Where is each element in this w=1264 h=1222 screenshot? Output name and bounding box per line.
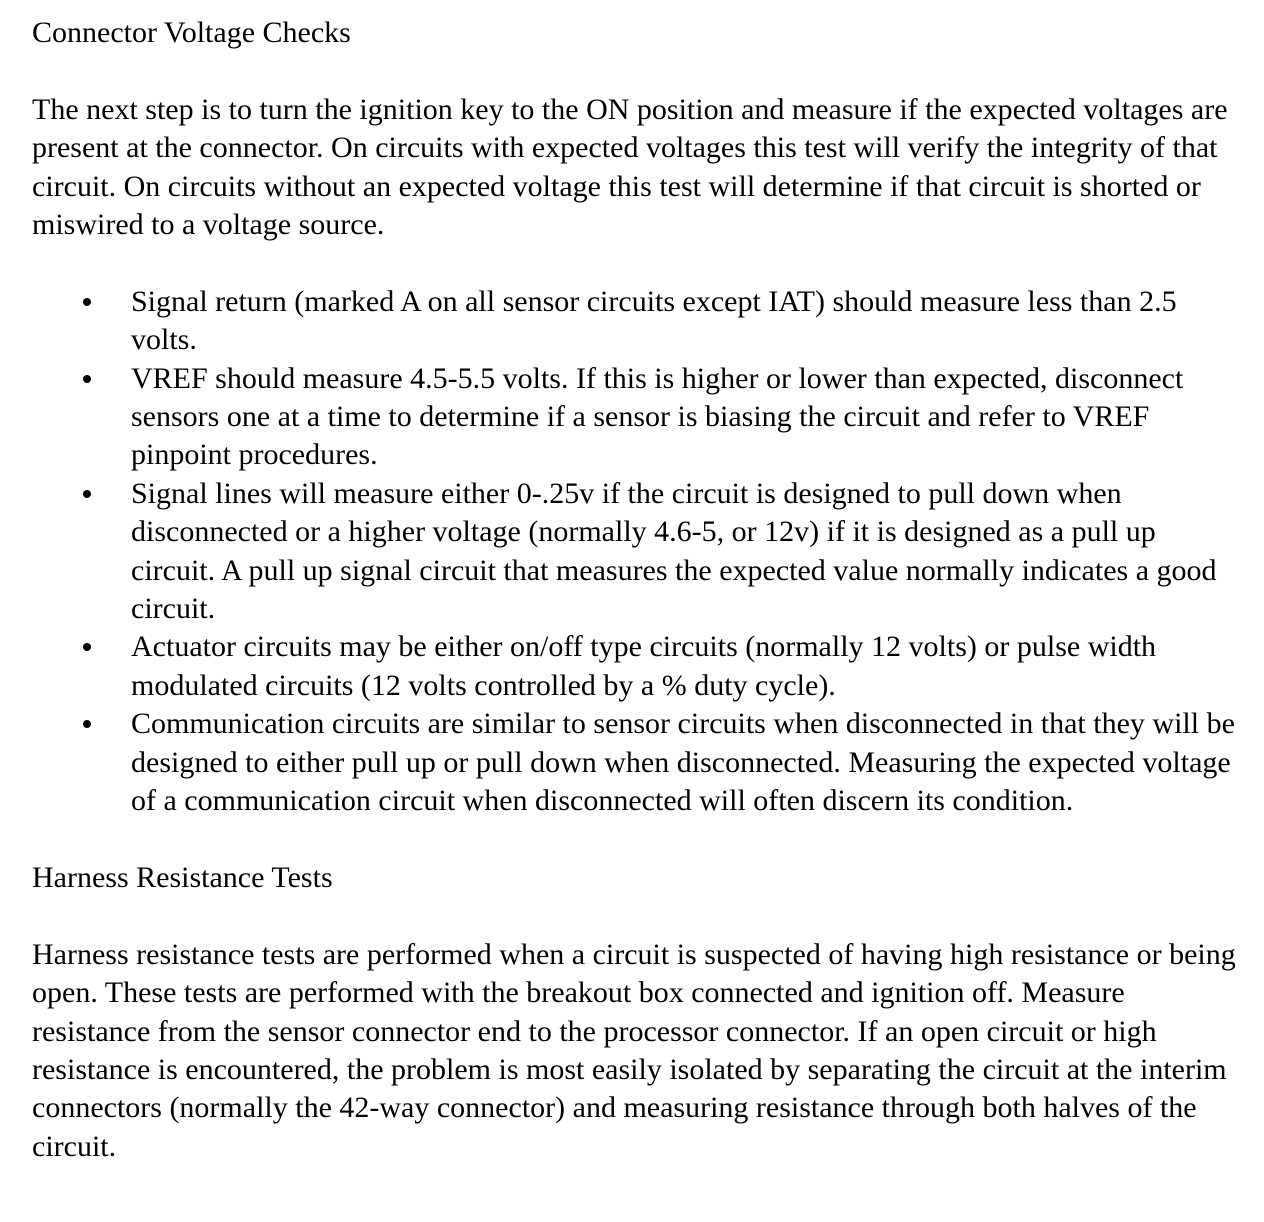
list-item-text: Signal return (marked A on all sensor circuits except IAT) should measure less than 2.5 volts. (131, 284, 1177, 357)
voltage-checks-list (32, 283, 1242, 821)
list-item-text: Communication circuits are similar to sensor circuits when disconnected in that they will be designed to either pull up or pull down when disconnected. Measuring the expected voltage of a communication circuit when disconnected will often discern its condition. (131, 707, 1235, 818)
bullet-icon (83, 720, 91, 728)
harness-paragraph: Harness resistance tests are performed when a circuit is suspected of having high resistance or being open. These tests are performed with the breakout box connected and ignition off. Measure resistance from the sensor connector end to the processor connector. If an open circuit or high resistance is encountered, the problem is most easily isolated by separating the circuit at the interim connectors (normally the 42-way connector) and measuring resistance through both halves of the circuit. (32, 937, 1236, 1163)
section-title-harness-resistance-tests: Harness Resistance Tests (32, 860, 333, 894)
list-item (32, 360, 1242, 475)
spacer (32, 821, 1242, 859)
list-item (32, 283, 1242, 360)
spacer (32, 52, 1242, 90)
bullet-icon (83, 298, 91, 306)
list-item-text: VREF should measure 4.5-5.5 volts. If this is higher or lower than expected, disconnect sensors one at a time to determine if a sensor is biasing the circuit and refer to VREF pinpoint procedures. (131, 361, 1184, 472)
list-item-text: Actuator circuits may be either on/off type circuits (normally 12 volts) or pulse width modulated circuits (12 volts controlled by a % duty cycle). (131, 630, 1157, 702)
bullet-icon (83, 375, 91, 383)
bullet-icon (83, 643, 91, 651)
list-item-text: Signal lines will measure either 0-.25v if the circuit is designed to pull down when disconnected or a higher voltage (normally 4.6-5, or 12v) if it is designed as a pull up circuit. A pull up signal circuit that measures the expected value normally indicates a good circuit. (131, 476, 1217, 626)
spacer (32, 244, 1242, 282)
list-item (32, 628, 1242, 705)
bullet-icon (83, 490, 91, 498)
section-title-connector-voltage-checks: Connector Voltage Checks (32, 16, 351, 49)
list-item (32, 705, 1242, 820)
intro-paragraph: The next step is to turn the ignition key to the ON position and measure if the expected voltages are present at the connector. On circuits with expected voltages this test will verify the integrity of that circuit. On circuits without an expected voltage this test will determine if that circuit is shorted or miswired to a voltage source. (32, 92, 1228, 242)
spacer (32, 897, 1242, 935)
document-page (32, 14, 1242, 1166)
list-item (32, 475, 1242, 629)
